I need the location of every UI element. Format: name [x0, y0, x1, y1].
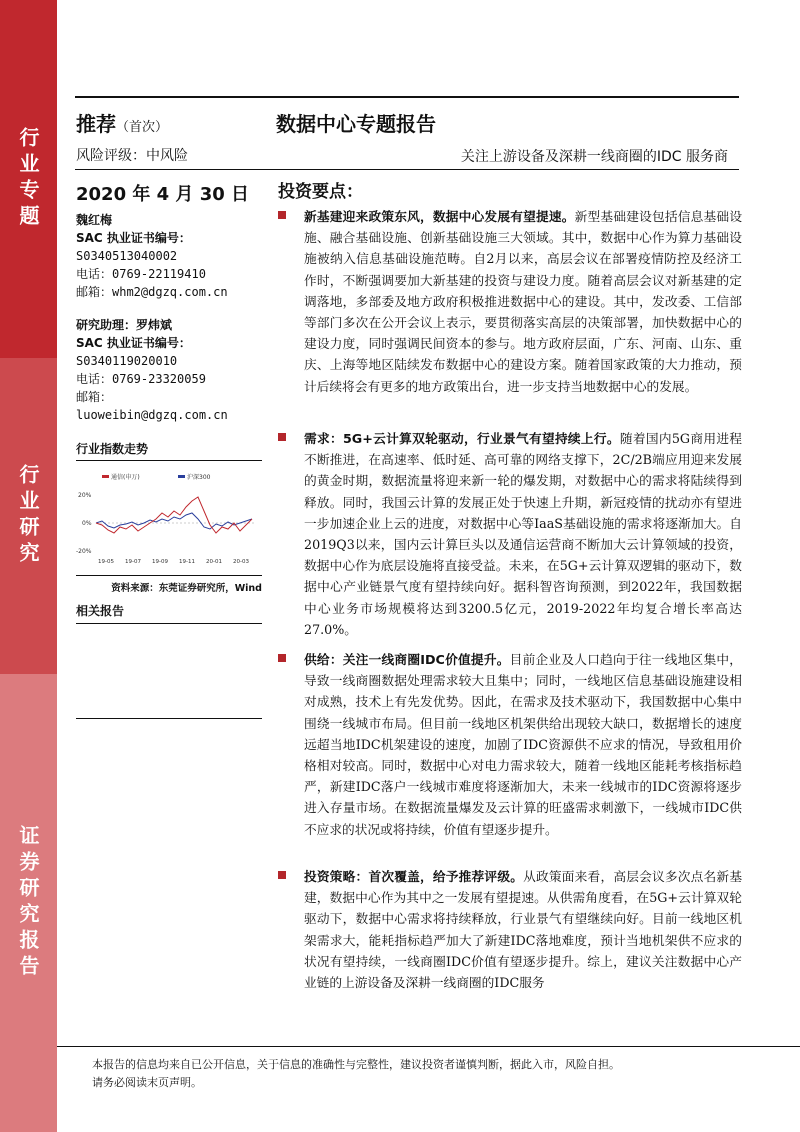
key-point-lead: 需求：5G+云计算双轮驱动，行业景气有望持续上行。 [304, 431, 620, 446]
assistant-info [76, 316, 261, 424]
x-tick-2001: 20-01 [206, 559, 222, 565]
key-point-body: 从政策面来看，高层会议多次点名新基建，数据中心作为其中之一发展有望提速。从供需角度看，在5G+云计算双轮驱动下，数据中心需求将持续释放，行业景气有望继续向好。目前一线地区机架需求大，能耗指标趋严加大了新建IDC落地难度，预计当地机架供不应求的状况有望持续，一线商圈IDC价值有望逐步提升。综上，建议关注数据中心产业链的上游设备及深耕一线商圈的IDC服务 [304, 869, 743, 991]
rating-note: （首次） [116, 120, 169, 135]
report-title: 数据中心专题报告 [276, 112, 436, 136]
analyst-phone: 电话：0769-22119410 [76, 267, 206, 281]
rating [76, 108, 168, 137]
y-tick-0: 0% [82, 520, 92, 527]
x-tick-1909: 19-09 [152, 559, 168, 565]
key-point-demand [278, 428, 742, 640]
x-tick-1905: 19-05 [98, 559, 114, 565]
y-tick-neg20: -20% [76, 548, 92, 555]
rating-value: 推荐 [76, 112, 116, 136]
footer-disclaimer [92, 1056, 732, 1092]
analyst-email: 邮箱：whm2@dgzq.com.cn [76, 285, 228, 299]
disclaimer-line-1: 本报告的信息均来自已公开信息，关于信息的准确性与完整性，建议投资者谨慎判断，据此入市，风险自担。 [92, 1058, 620, 1071]
index-chart-svg [76, 467, 262, 567]
sidebar-label-topic: 行业专题 [16, 127, 40, 231]
related-reports-rule [76, 718, 262, 719]
y-tick-20: 20% [78, 492, 92, 499]
key-point-body: 新型基础建设包括信息基础设施、融合基础设施、创新基础设施三大领域。其中，数据中心作为算力基础设施被纳入信息基础设施范畴。自2月以来，高层会议在部署疫情防控及经济工作时，不断强调要加大新基建的投资与建设力度。随着高层会议对新基建的定调落地，多部委及地方政府积极推进数据中心的建设。其中，发改委、工信部等部门多次在公开会议上表示，要贯彻落实高层的决策部署，加快数据中心的建设力度，同时强调民间资本的参与。地方政府层面，广东、河南、山东、重庆、上海等地区陆续发布数据中心的建设方案。随着国家政策的大力推动，预计后续将会有更多的地方政策出台，进一步支持当地数据中心的发展。 [304, 209, 743, 394]
series-hs300 [96, 513, 252, 529]
analyst-cert-label: SAC 执业证书编号： [76, 231, 191, 245]
key-point-lead: 供给：关注一线商圈IDC价值提升。 [304, 652, 510, 667]
legend-hs300: 沪深300 [187, 474, 211, 481]
key-point-supply [278, 649, 742, 840]
section-title: 投资要点： [278, 182, 363, 202]
x-tick-2003: 20-03 [233, 559, 249, 565]
bullet-square-icon [278, 654, 286, 662]
sidebar-label-securities: 证券研究报告 [16, 825, 40, 981]
related-reports-title: 相关报告 [76, 602, 262, 624]
report-subtitle: 关注上游设备及深耕一线商圈的IDC 服务商 [460, 149, 728, 165]
bullet-square-icon [278, 433, 286, 441]
sidebar-label-industry: 行业研究 [16, 464, 40, 568]
x-tick-1907: 19-07 [125, 559, 141, 565]
header-divider [75, 169, 739, 170]
assistant-email-label: 邮箱： [76, 390, 113, 404]
analyst-cert: S0340513040002 [76, 249, 178, 263]
risk-rating: 风险评级：中风险 [76, 148, 188, 164]
sidebar-segment-securities [0, 674, 57, 1132]
sidebar [0, 0, 57, 1132]
key-point-strategy [278, 866, 742, 993]
assistant-cert: S0340119020010 [76, 354, 178, 368]
assistant-cert-label: SAC 执业证书编号： [76, 336, 191, 350]
x-tick-1911: 19-11 [179, 559, 195, 565]
footer-rule [57, 1046, 800, 1047]
assistant-name: 研究助理：罗炜斌 [76, 318, 173, 332]
key-point-policy [278, 206, 742, 397]
assistant-phone: 电话：0769-23320059 [76, 372, 206, 386]
assistant-email: luoweibin@dgzq.com.cn [76, 408, 228, 422]
report-date: 2020 年 4 月 30 日 [76, 184, 250, 205]
header-rule [75, 96, 739, 98]
sidebar-segment-industry [0, 358, 57, 674]
legend-industry: 通信(申万) [111, 474, 140, 481]
legend-swatch-industry [102, 475, 109, 478]
bullet-square-icon [278, 871, 286, 879]
key-point-body: 随着国内5G商用进程不断推进，在高速率、低时延、高可靠的网络支撑下，2C/2B端应用迎来发展的黄金时期，数据流量将迎来新一轮的爆发期，对数据中心的需求将陆续得到释放。同时，我国云计算的发展正处于快速上升期，新冠疫情的扰动亦有望进一步加速企业上云的进度，对数据中心等IaaS基础设施的需求将逐渐加大。自2019Q3以来，国内云计算巨头以及通信运营商不断加大云计算领域的投资，数据中心作为底层设施将直接受益。未来，在5G+云计算双逻辑的驱动下，数据中心产业链景气度有望持续向好。据科智咨询预测，到2022年，我国数据中心业务市场规模将达到3200.5亿元，2019-2022年均复合增长率高达27.0%。 [304, 431, 742, 637]
key-point-lead: 新基建迎来政策东风，数据中心发展有望提速。 [304, 209, 575, 224]
disclaimer-line-2: 请务必阅读末页声明。 [92, 1076, 202, 1089]
key-point-lead: 投资策略：首次覆盖，给予推荐评级。 [304, 869, 524, 884]
legend-swatch-hs300 [178, 475, 185, 478]
chart-source: 资料来源：东莞证券研究所，Wind [76, 575, 262, 594]
series-industry [96, 497, 252, 533]
index-chart-title: 行业指数走势 [76, 440, 262, 461]
analyst-info [76, 211, 261, 301]
index-chart [76, 440, 262, 624]
analyst-name: 魏红梅 [76, 213, 113, 227]
sidebar-segment-topic [0, 0, 57, 358]
bullet-square-icon [278, 211, 286, 219]
key-point-body: 目前企业及人口趋向于往一线地区集中，导致一线商圈数据处理需求较大且集中；同时，一线地区信息基础设施建设相对成熟，技术上有先发优势。因此，在需求及技术驱动下，我国数据中心集中围绕一线城市布局。但目前一线地区机架供给出现较大缺口，数据增长的速度远超当地IDC机架建设的速度，加剧了IDC资源供不应求的情况，导致租用价格相对较高。同时，数据中心对电力需求较大，随着一线地区能耗考核指标趋严，新建IDC落户一线城市难度将逐渐加大，未来一线城市的IDC资源将逐步进入存量市场。在数据流量爆发及云计算的旺盛需求刺激下，一线城市IDC供不应求的状况或将持续，价值有望逐步提升。 [304, 652, 742, 837]
